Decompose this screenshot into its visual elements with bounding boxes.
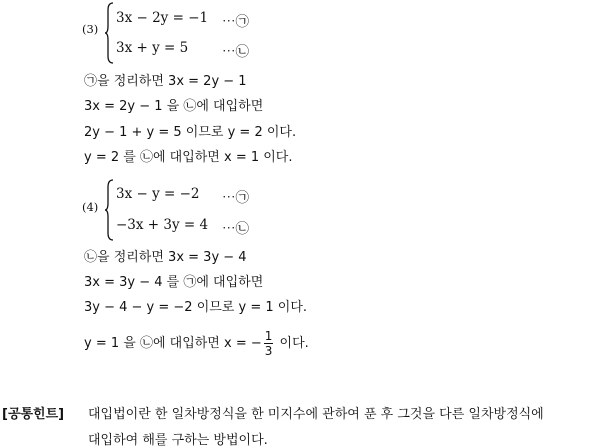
problem-4-number: (4) [82,200,99,214]
problem-4-step-4-prefix: y = 1 을 ㉡에 대입하면 x = − [84,336,262,351]
left-brace-icon [104,179,114,241]
problem-4-equation-1-tag: ⋯㉠ [222,190,249,206]
left-brace-icon [104,2,114,64]
fraction-denominator: 3 [264,344,273,358]
problem-3-step-4: y = 2 를 ㉡에 대입하면 x = 1 이다. [84,150,293,165]
problem-4-step-3: 3y − 4 − y = −2 이므로 y = 1 이다. [84,300,308,315]
problem-3-step-2: 3x = 2y − 1 을 ㉡에 대입하면 [84,99,264,114]
problem-3-equation-2-tag: ⋯㉡ [222,44,249,60]
problem-4-step-2: 3x = 3y − 4 를 ㉠에 대입하면 [84,275,264,290]
problem-4-step-4-suffix: 이다. [279,336,309,351]
problem-4-equation-2-tag: ⋯㉡ [222,221,249,237]
fraction-numerator: 1 [264,329,273,343]
problem-4-equation-2: −3x + 3y = 4 [116,217,209,233]
problem-3-step-1: ㉠을 정리하면 3x = 2y − 1 [84,74,247,89]
problem-3-equation-1: 3x − 2y = −1 [116,10,209,26]
fraction [264,329,274,358]
common-hint-line-1: 대입법이란 한 일차방정식을 한 미지수에 관하여 푼 후 그것을 다른 일차방정식에 [88,407,544,422]
common-hint-label: [공통힌트] [2,407,65,422]
common-hint-line-2: 대입하여 해를 구하는 방법이다. [88,433,268,448]
problem-3-number: (3) [82,22,99,36]
problem-3-equation-2: 3x + y = 5 [116,40,189,56]
problem-4-step-1: ㉡을 정리하면 3x = 3y − 4 [84,250,247,265]
problem-3-equation-1-tag: ⋯㉠ [222,14,249,30]
problem-4-equation-1: 3x − y = −2 [116,186,200,202]
problem-4-step-4 [84,326,309,362]
problem-3-step-3: 2y − 1 + y = 5 이므로 y = 2 이다. [84,125,297,140]
